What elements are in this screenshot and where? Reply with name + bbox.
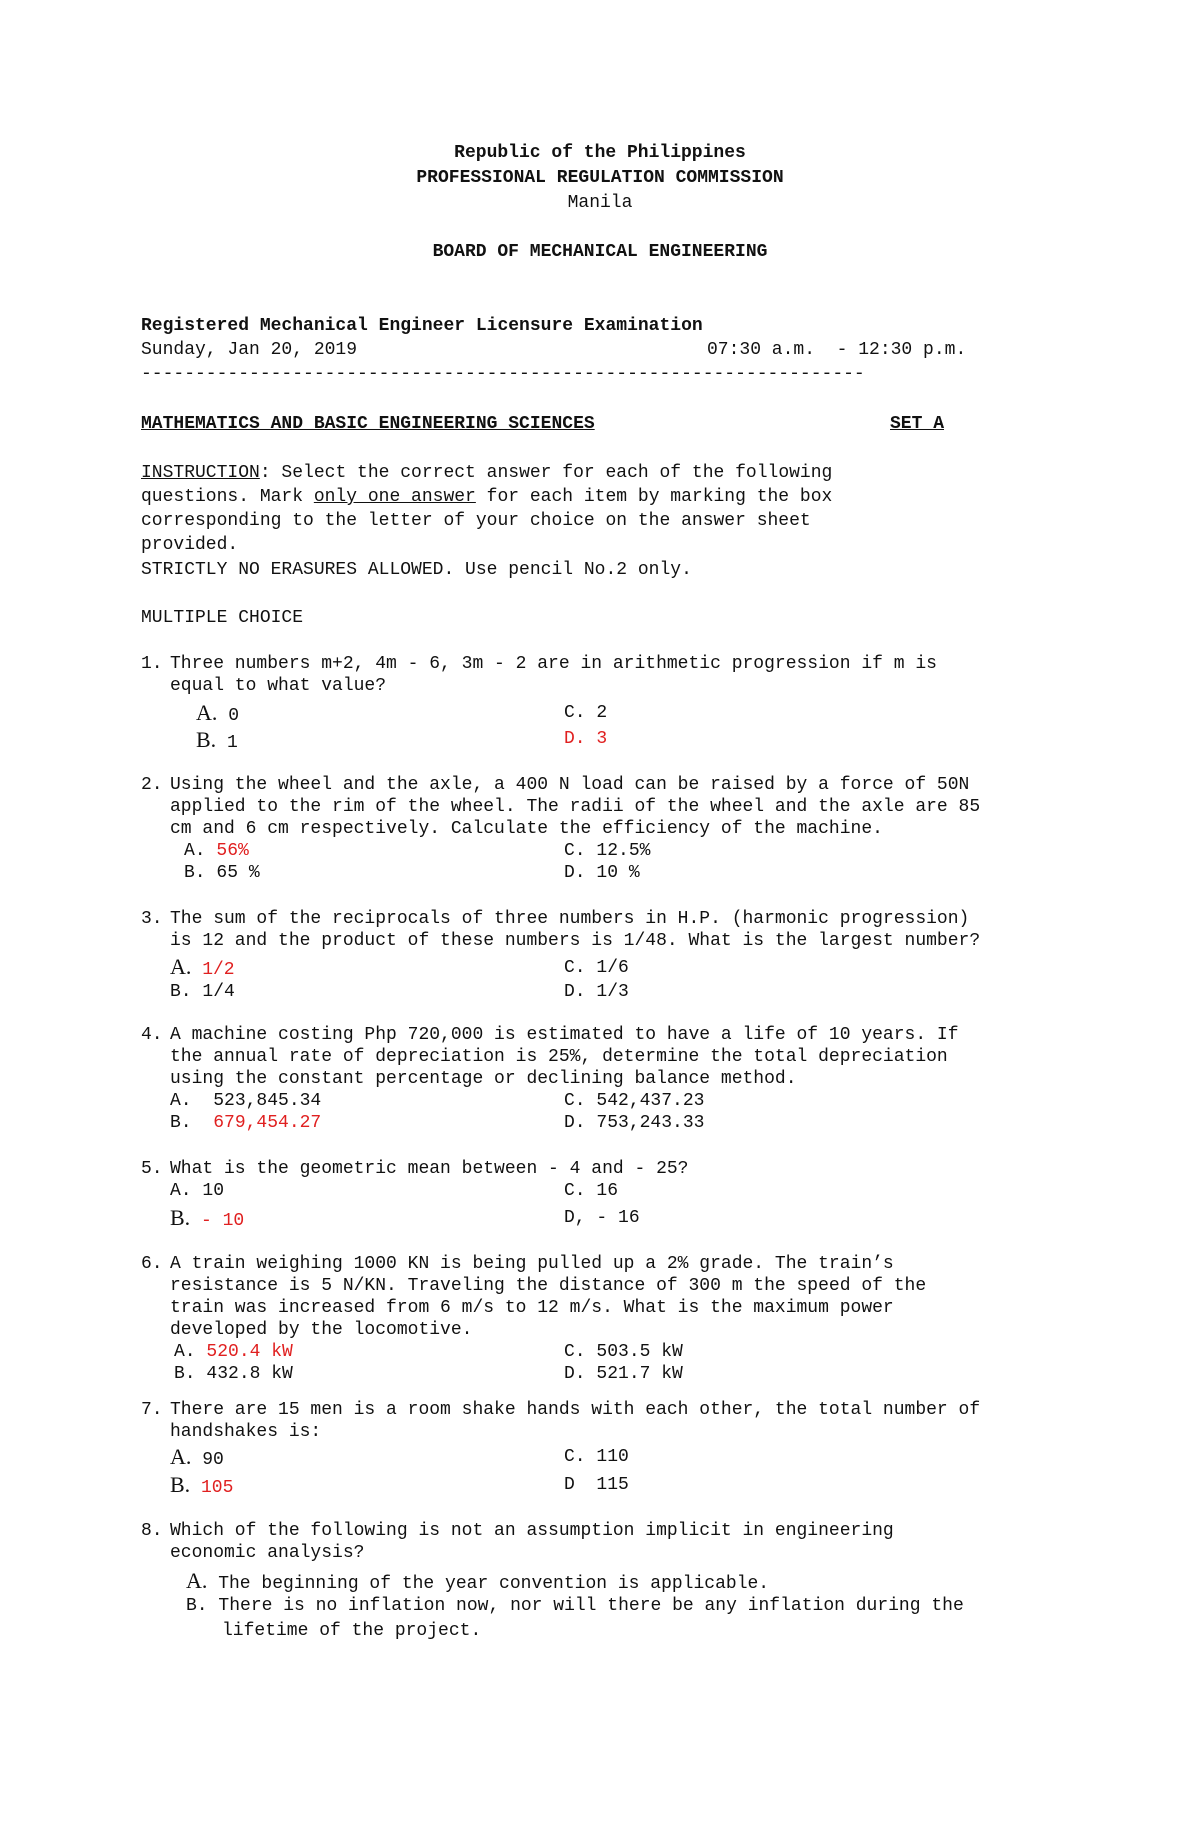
question-number: 1. (141, 654, 163, 674)
question-text: applied to the rim of the wheel. The radii of the wheel and the axle are 85 (170, 797, 981, 817)
instruction-line-3: corresponding to the letter of your choice on the answer sheet (141, 511, 811, 531)
question-text: the annual rate of depreciation is 25%, determine the total depreciation (170, 1047, 948, 1067)
option-c[interactable]: C. 542,437.23 (564, 1091, 705, 1111)
option-a[interactable]: A. 10 (170, 1181, 225, 1201)
question-number: 8. (141, 1521, 163, 1541)
question-text: Three numbers m+2, 4m - 6, 3m - 2 are in arithmetic progression if m is (170, 654, 937, 674)
option-b[interactable]: B. - 10 (170, 1205, 245, 1231)
multiple-choice-label: MULTIPLE CHOICE (141, 608, 304, 628)
option-a[interactable]: A. 56% (184, 841, 249, 861)
exam-time: 07:30 a.m. - 12:30 p.m. (707, 340, 967, 360)
question-text: A train weighing 1000 KN is being pulled up a 2% grade. The train’s (170, 1254, 894, 1274)
question-number: 5. (141, 1159, 163, 1179)
question-text: equal to what value? (170, 676, 387, 696)
option-b-continued: lifetime of the project. (222, 1621, 482, 1641)
option-c[interactable]: C. 503.5 kW (564, 1342, 683, 1362)
option-a[interactable]: A. The beginning of the year convention is applicable. (186, 1568, 770, 1594)
question-text: economic analysis? (170, 1543, 365, 1563)
option-b[interactable]: B. There is no inflation now, nor will there be any inflation during the (186, 1596, 964, 1616)
option-b[interactable]: B. 1/4 (170, 982, 235, 1002)
question-text: is 12 and the product of these numbers is 1/48. What is the largest number? (170, 931, 981, 951)
option-a[interactable]: A. 0 (196, 700, 240, 726)
question-text: resistance is 5 N/KN. Traveling the distance of 300 m the speed of the (170, 1276, 927, 1296)
option-d[interactable]: D, - 16 (564, 1208, 640, 1228)
option-b[interactable]: B. 65 % (184, 863, 260, 883)
option-d[interactable]: D. 1/3 (564, 982, 629, 1002)
option-c[interactable]: C. 2 (564, 703, 608, 723)
option-d[interactable]: D 115 (564, 1475, 629, 1495)
republic-heading: Republic of the Philippines (454, 143, 746, 163)
option-d[interactable]: D. 753,243.33 (564, 1113, 705, 1133)
option-a[interactable]: A. 523,845.34 (170, 1091, 322, 1111)
city-heading: Manila (567, 193, 633, 213)
option-c[interactable]: C. 12.5% (564, 841, 651, 861)
instruction-line-4: provided. (141, 535, 239, 555)
question-text: train was increased from 6 m/s to 12 m/s. What is the maximum power (170, 1298, 894, 1318)
question-text: cm and 6 cm respectively. Calculate the efficiency of the machine. (170, 819, 883, 839)
commission-heading: PROFESSIONAL REGULATION COMMISSION (416, 168, 784, 188)
question-number: 4. (141, 1025, 163, 1045)
question-text: using the constant percentage or declining balance method. (170, 1069, 797, 1089)
question-text: There are 15 men is a room shake hands with each other, the total number of (170, 1400, 981, 1420)
question-number: 3. (141, 909, 163, 929)
option-b[interactable]: B. 432.8 kW (174, 1364, 293, 1384)
question-text: What is the geometric mean between - 4 and - 25? (170, 1159, 689, 1179)
exam-title: Registered Mechanical Engineer Licensure Examination (141, 316, 703, 336)
exam-date: Sunday, Jan 20, 2019 (141, 340, 358, 360)
option-b[interactable]: B. 1 (196, 727, 238, 753)
question-number: 6. (141, 1254, 163, 1274)
instruction-line-2 (141, 487, 832, 507)
instruction-emphasis: only one answer (313, 487, 476, 507)
question-text: A machine costing Php 720,000 is estimated to have a life of 10 years. If (170, 1025, 959, 1045)
option-d[interactable]: D. 521.7 kW (564, 1364, 683, 1384)
question-text: Using the wheel and the axle, a 400 N load can be raised by a force of 50N (170, 775, 970, 795)
instruction-line-1 (141, 463, 832, 483)
instruction-line-5: STRICTLY NO ERASURES ALLOWED. Use pencil No.2 only. (141, 560, 692, 580)
option-a[interactable]: A. 520.4 kW (174, 1342, 293, 1362)
option-b[interactable]: B. 105 (170, 1472, 234, 1498)
option-a[interactable]: A. 1/2 (170, 954, 235, 980)
option-c[interactable]: C. 110 (564, 1447, 629, 1467)
question-number: 2. (141, 775, 163, 795)
option-a[interactable]: A. 90 (170, 1444, 224, 1470)
question-text: handshakes is: (170, 1422, 322, 1442)
question-text: The sum of the reciprocals of three numbers in H.P. (harmonic progression) (170, 909, 970, 929)
divider-line: ------------------------------------------------------------------- (141, 364, 865, 384)
instruction-text-1: : Select the correct answer for each of the following (259, 463, 833, 483)
option-d-correct[interactable]: D. 3 (564, 729, 608, 749)
option-d[interactable]: D. 10 % (564, 863, 640, 883)
option-c[interactable]: C. 1/6 (564, 958, 629, 978)
question-number: 7. (141, 1400, 163, 1420)
instruction-text-2a: questions. Mark (141, 487, 314, 507)
question-text: Which of the following is not an assumption implicit in engineering (170, 1521, 894, 1541)
question-text: developed by the locomotive. (170, 1320, 473, 1340)
subject-title: MATHEMATICS AND BASIC ENGINEERING SCIENCES (141, 414, 595, 434)
option-c[interactable]: C. 16 (564, 1181, 619, 1201)
option-b[interactable]: B. 679,454.27 (170, 1113, 322, 1133)
board-heading: BOARD OF MECHANICAL ENGINEERING (432, 242, 768, 262)
set-label: SET A (890, 414, 945, 434)
instruction-label: INSTRUCTION (141, 463, 260, 483)
instruction-text-2b: for each item by marking the box (475, 487, 833, 507)
